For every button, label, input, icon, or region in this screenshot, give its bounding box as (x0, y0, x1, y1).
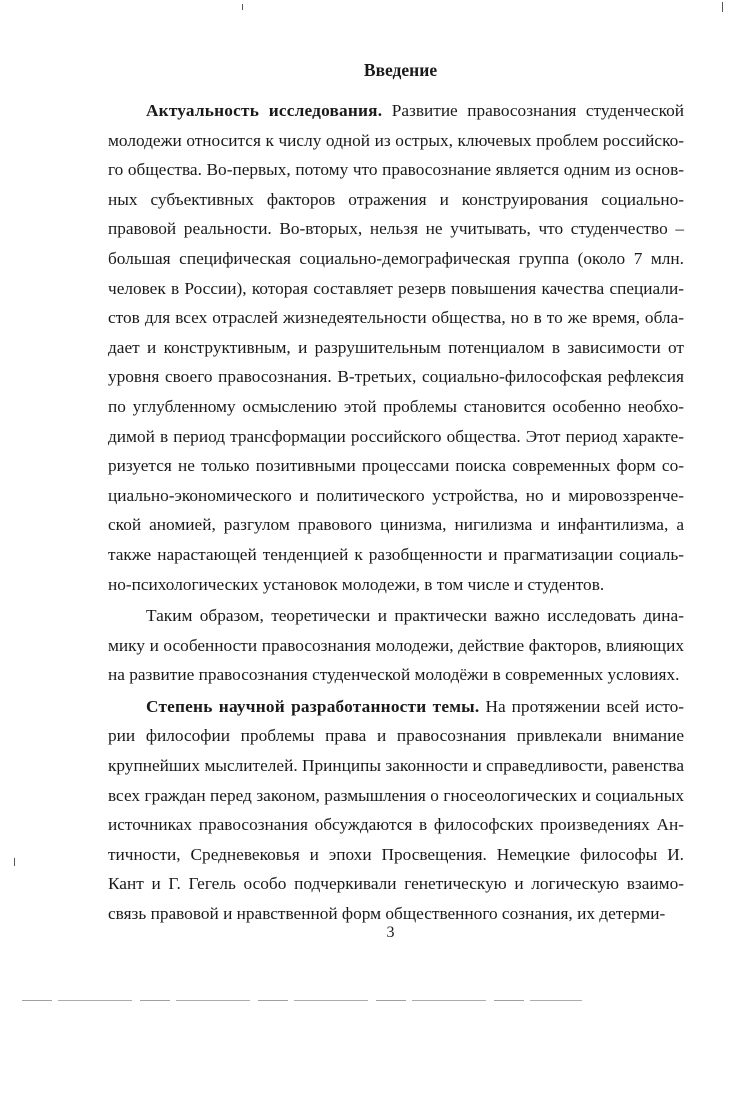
paragraph-text: Таким образом, теоретически и практически важно исследовать динамику и особенности правосознания молодежи, действие факторов, влияющих на развитие правосознания студенческой молодёжи в современных условиях. (108, 606, 684, 685)
paragraph-relevance (108, 96, 684, 599)
paragraph-heading: Актуальность исследования. (146, 101, 383, 120)
scan-artifact-line (22, 1000, 582, 1001)
page-number: 3 (386, 924, 395, 941)
document-body (108, 96, 684, 929)
paragraph-conclusion (108, 601, 684, 690)
paragraph-research-degree (108, 692, 684, 929)
paragraph-text: На протяжении всей истории философии проблемы права и правосознания привлекали внимание крупнейших мыслителей. Принципы законности и справедливости, равенства всех граждан перед законом, размышления о гносеологических и социальных источниках правосознания обсуждаются в философских произведениях Античности, Средневековья и эпохи Просвещения. Немецкие философы И. Кант и Г. Гегель особо подчеркивали генетическую и логическую взаимосвязь правовой и нравственной форм общественного сознания, их детерми- (108, 696, 685, 924)
scan-artifact-mark (14, 858, 15, 866)
page-title: Введение (363, 60, 438, 80)
paragraph-heading: Степень научной разработанности темы. (146, 696, 480, 716)
scan-artifact-mark (242, 4, 243, 10)
paragraph-text: Развитие правосознания студенческой молодежи относится к числу одной из острых, ключевых проблем российского общества. Во-первых, потому что правосознание является одним из основных субъективных факторов отражения и конструирования социально-правовой реальности. Во-вторых, нельзя не учитывать, что студенчество – большая специфическая социально-демографическая группа (около 7 млн. человек в России), которая составляет резерв повышения качества специалистов для всех отраслей жизнедеятельности общества, но в то же время, обладает и конструктивным, и разрушительным потенциалом в зависимости от уровня своего правосознания. В-третьих, социально-философская рефлексия по углубленному осмыслению этой проблемы становится особенно необходимой в период трансформации российского общества. Этот период характеризуется не только позитивными процессами поиска современных форм социально-экономического и политического устройства, но и мировоззренческой аномией, разгулом правового цинизма, нигилизма и инфантилизма, а также нарастающей тенденцией к разобщенности и прагматизации социально-психологических установок молодежи, в том числе и студентов. (108, 101, 684, 594)
scan-artifact-mark (722, 2, 723, 12)
